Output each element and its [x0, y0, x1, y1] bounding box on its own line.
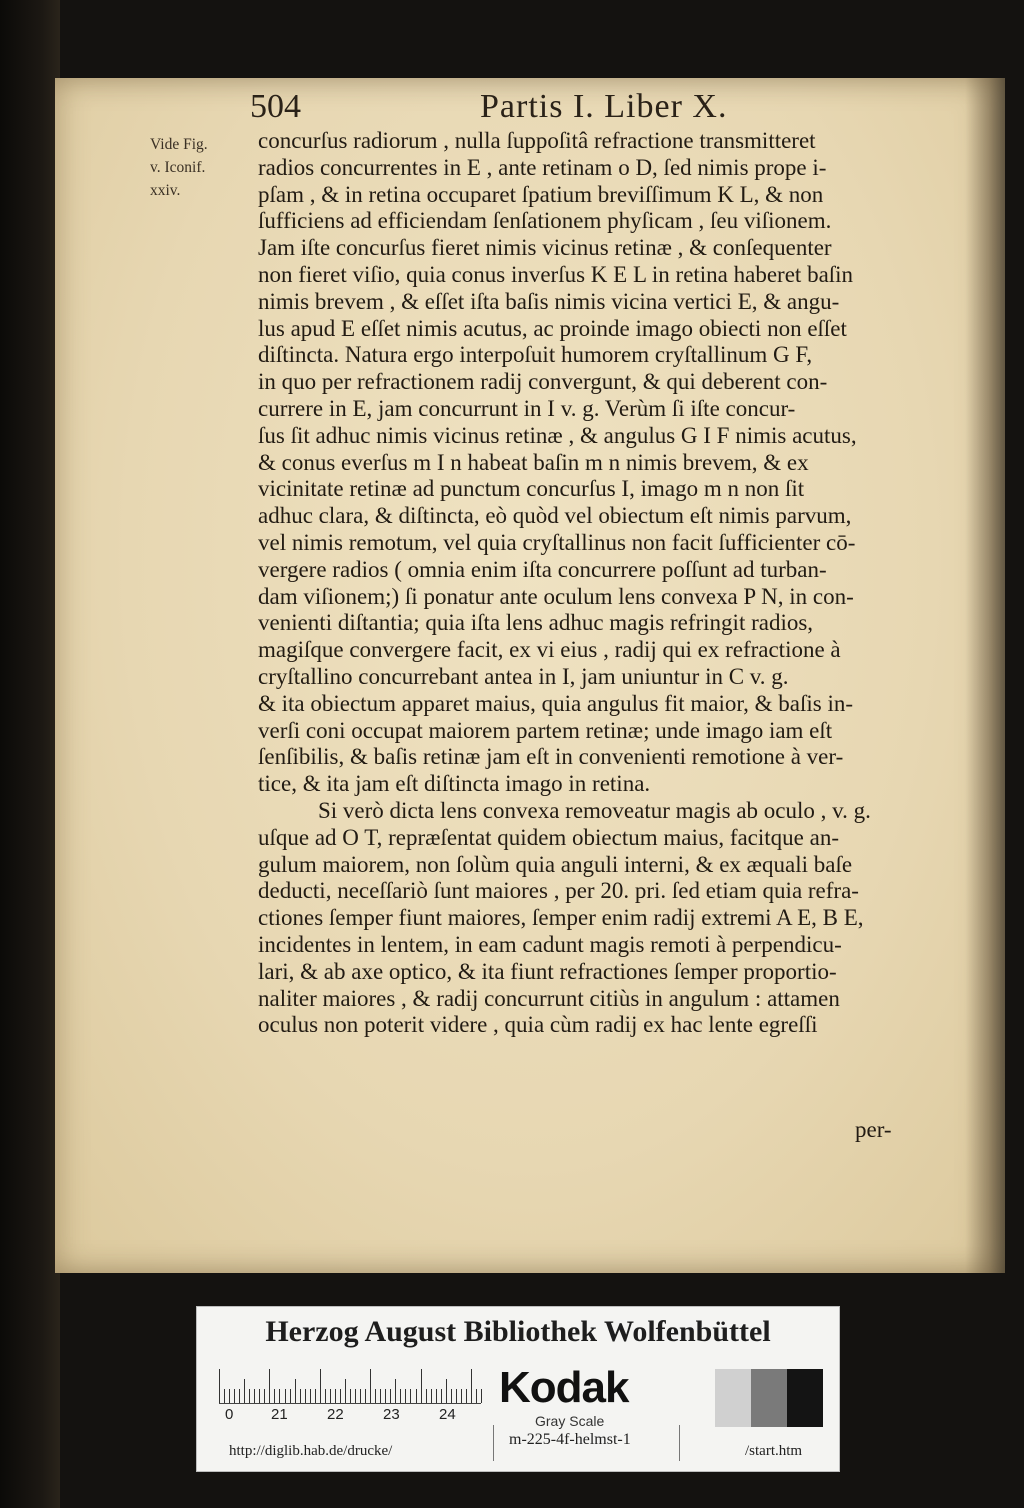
swatch-dark — [787, 1369, 823, 1427]
ruler-tick — [335, 1389, 336, 1403]
source-url: http://diglib.hab.de/drucke/ — [229, 1443, 393, 1459]
swatch-mid — [751, 1369, 787, 1427]
text-line: Si verò dicta lens convexa removeatur magis ab oculo , v. g. — [318, 797, 871, 823]
ruler-tick — [295, 1379, 296, 1403]
text-line: ſufficiens ad efficiendam ſenſationem phyſicam , ſeu viſionem. — [258, 208, 832, 234]
ruler-tick — [395, 1379, 396, 1403]
ruler-tick — [421, 1369, 422, 1403]
ruler-tick — [405, 1389, 406, 1403]
ruler-tick — [355, 1389, 356, 1403]
grayscale-swatches — [715, 1369, 823, 1427]
kodak-logo: Kodak — [499, 1363, 629, 1412]
ruler-tick — [269, 1369, 270, 1403]
text-line: vergere radios ( omnia enim iſta concurrere poſſunt ad turban- — [258, 556, 827, 582]
ruler-tick — [375, 1389, 376, 1403]
ruler-label: 23 — [383, 1406, 400, 1423]
start-path: /start.htm — [745, 1443, 803, 1459]
text-line: cryſtallino concurrebant antea in I, jam uniuntur in C v. g. — [258, 663, 789, 689]
text-line: gulum maiorem, non ſolùm quia anguli interni, & ex æquali baſe — [258, 851, 853, 877]
ruler-tick — [416, 1389, 417, 1403]
ruler-tick — [330, 1389, 331, 1403]
margin-note-line: xxiv. — [150, 182, 181, 199]
ruler-tick — [365, 1389, 366, 1403]
ruler-tick — [274, 1389, 275, 1403]
ruler-tick — [390, 1389, 391, 1403]
grayscale-label: Gray Scale — [535, 1413, 605, 1429]
text-line: ſus ſit adhuc nimis vicinus retinæ , & angulus G I F nimis acutus, — [258, 422, 857, 448]
ruler-labels — [219, 1406, 481, 1424]
text-line: concurſus radiorum , nulla ſuppoſitâ refractione transmitteret — [258, 128, 816, 153]
ruler-tick — [360, 1389, 361, 1403]
text-line: incidentes in lentem, in eam cadunt magis remoti à perpendicu- — [258, 931, 842, 957]
text-line: ctiones ſemper fiunt maiores, ſemper enim radij extremi A E, B E, — [258, 905, 864, 931]
text-line: radios concurrentes in E , ante retinam o D, ſed nimis prope i- — [258, 154, 827, 180]
text-line: & conus everſus m I n habeat baſin m n nimis brevem, & ex — [258, 449, 809, 475]
scale-ruler — [219, 1363, 481, 1404]
ruler-tick — [350, 1389, 351, 1403]
ruler-tick — [481, 1389, 482, 1403]
ruler-tick — [249, 1389, 250, 1403]
ruler-tick — [400, 1389, 401, 1403]
body-text — [258, 128, 898, 1039]
shelfmark: m-225-4f-helmst-1 — [509, 1431, 631, 1448]
divider — [679, 1425, 680, 1461]
text-line: ſenſibilis, & baſis retinæ jam eſt in convenienti remotione à ver- — [258, 744, 844, 770]
ruler-tick — [466, 1389, 467, 1403]
ruler-tick — [300, 1389, 301, 1403]
text-line: oculus non poterit videre , quia cùm radij ex hac lente egreſſi — [258, 1012, 818, 1038]
ruler-tick — [219, 1369, 220, 1403]
swatch-light — [715, 1369, 751, 1427]
text-line: nimis brevem , & eſſet iſta baſis nimis vicina vertici E, & angu- — [258, 288, 840, 314]
library-name: Herzog August Bibliothek Wolfenbüttel — [265, 1315, 771, 1348]
ruler-tick — [290, 1389, 291, 1403]
ruler-tick — [476, 1389, 477, 1403]
ruler-tick — [456, 1389, 457, 1403]
text-line: currere in E, jam concurrunt in I v. g. Verùm ſi iſte concur- — [258, 395, 796, 421]
text-line: magiſque convergere facit, ex vi eius , radij qui ex refractione à — [258, 637, 841, 663]
ruler-tick — [441, 1389, 442, 1403]
ruler-tick — [446, 1379, 447, 1403]
ruler-tick — [345, 1379, 346, 1403]
ruler-tick — [259, 1389, 260, 1403]
ruler-tick — [239, 1389, 240, 1403]
ruler-label: 22 — [327, 1406, 344, 1423]
page-number: 504 — [250, 88, 301, 125]
ruler-tick — [279, 1389, 280, 1403]
ruler-tick — [380, 1389, 381, 1403]
text-line: Jam iſte concurſus fieret nimis vicinus retinæ , & conſequenter — [258, 235, 832, 261]
divider — [493, 1425, 494, 1461]
ruler-tick — [426, 1389, 427, 1403]
ruler-tick — [320, 1369, 321, 1403]
ruler-tick — [229, 1389, 230, 1403]
text-line: lari, & ab axe optico, & ita fiunt refractiones ſemper proportio- — [258, 958, 837, 984]
text-line: vicinitate retinæ ad punctum concurſus I, imago m n non ſit — [258, 476, 805, 502]
text-line: diſtincta. Natura ergo interpoſuit humorem cryſtallinum G F, — [258, 342, 813, 368]
text-line: vel nimis remotum, vel quia cryſtallinus non facit ſufficienter cō- — [258, 529, 856, 555]
ruler-tick — [370, 1369, 371, 1403]
text-line: lus apud E eſſet nimis acutus, ac proinde imago obiecti non eſſet — [258, 315, 847, 341]
ruler-tick — [224, 1389, 225, 1403]
ruler-tick — [325, 1389, 326, 1403]
margin-note-line: Vide Fig. — [150, 136, 208, 153]
text-line: pſam , & in retina occuparet ſpatium breviſſimum K L, & non — [258, 181, 824, 207]
ruler-tick — [385, 1389, 386, 1403]
text-line: venienti diſtantia; quia iſta lens adhuc magis refringit radios, — [258, 610, 814, 636]
calibration-card — [196, 1306, 840, 1472]
ruler-tick — [431, 1389, 432, 1403]
text-line: naliter maiores , & radij concurrunt citiùs in angulum : attamen — [258, 985, 840, 1011]
text-line: uſque ad O T, repræſentat quidem obiectum maius, facitque an- — [258, 824, 839, 850]
ruler-tick — [436, 1389, 437, 1403]
page-gutter — [965, 78, 1005, 1273]
ruler-tick — [471, 1369, 472, 1403]
ruler-label: 24 — [439, 1406, 456, 1423]
ruler-tick — [244, 1379, 245, 1403]
ruler-tick — [340, 1389, 341, 1403]
ruler-tick — [234, 1389, 235, 1403]
ruler-tick — [451, 1389, 452, 1403]
text-line: & ita obiectum apparet maius, quia angulus fit maior, & baſis in- — [258, 690, 854, 716]
ruler-label: 0 — [225, 1406, 234, 1423]
ruler-tick — [315, 1389, 316, 1403]
scan-background — [0, 0, 60, 1508]
ruler-tick — [310, 1389, 311, 1403]
text-line: non fieret viſio, quia conus inverſus K E L in retina haberet baſin — [258, 261, 854, 287]
ruler-tick — [285, 1389, 286, 1403]
ruler-label: 21 — [271, 1406, 288, 1423]
ruler-tick — [264, 1389, 265, 1403]
text-line: verſi coni occupat maiorem partem retinæ; unde imago iam eſt — [258, 717, 833, 743]
ruler-tick — [461, 1389, 462, 1403]
text-line: tice, & ita jam eſt diſtincta imago in retina. — [258, 771, 651, 797]
text-line: adhuc clara, & diſtincta, eò quòd vel obiectum eſt nimis parvum, — [258, 503, 852, 529]
running-title: Partis I. Liber X. — [480, 88, 728, 125]
ruler-tick — [305, 1389, 306, 1403]
ruler-tick — [254, 1389, 255, 1403]
margin-note-line: v. Iconif. — [150, 159, 206, 176]
ruler-tick — [410, 1389, 411, 1403]
catchword: per- — [855, 1117, 892, 1142]
margin-note — [150, 133, 240, 202]
text-line: dam viſionem;) ſi ponatur ante oculum lens convexa P N, in con- — [258, 583, 854, 609]
text-line: deducti, neceſſariò ſunt maiores , per 20. pri. ſed etiam quia refra- — [258, 878, 859, 904]
text-line: in quo per refractionem radij convergunt, & qui deberent con- — [258, 369, 828, 395]
